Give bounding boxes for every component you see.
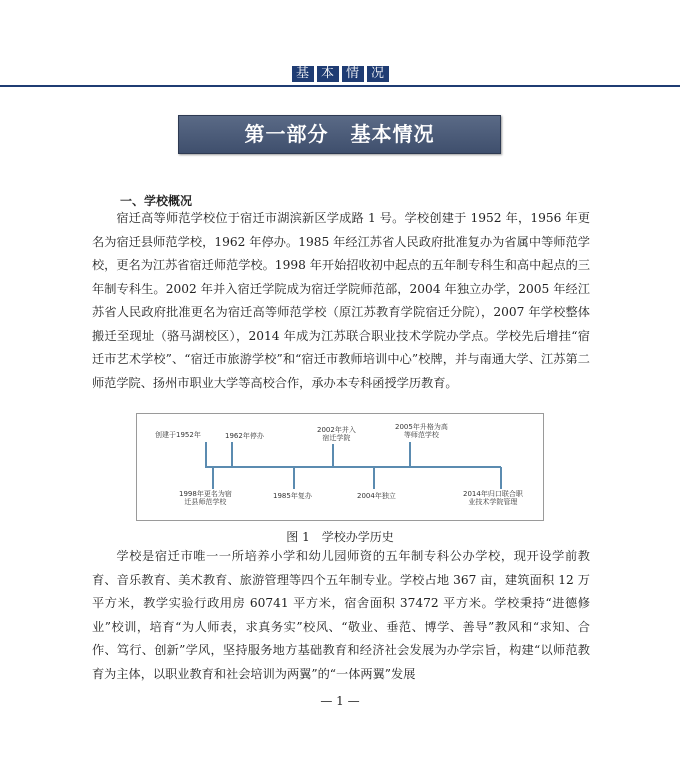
timeline-figure [136,413,544,521]
section-title: 一、学校概况 [120,194,193,208]
figure-caption: 图 1 学校办学历史 [286,530,394,544]
part-banner [178,115,501,154]
timeline-event-2004: 2004年独立 [357,492,396,500]
timeline-axis [205,466,501,468]
timeline-event-1962: 1962年停办 [225,432,264,440]
timeline-event-1952: 创建于1952年 [155,431,201,439]
timeline-tick [231,442,233,467]
timeline-event-2002: 2002年并入 宿迁学院 [317,426,356,442]
header-char: 况 [367,66,389,82]
header-char: 情 [342,66,364,82]
timeline-tick [293,467,295,489]
header-char: 本 [317,66,339,82]
header-char: 基 [292,66,314,82]
timeline-event-2014: 2014年归口联合职 业技术学院管理 [463,490,523,506]
paragraph-profile: 学校是宿迁市唯一一所培养小学和幼儿园师资的五年制专科公办学校，现开设学前教育、音乐教育、美术教育、旅游管理等四个五年制专业。学校占地 367 亩，建筑面积 12 万平方米，教学实验行政用房 60741 平方米，宿舍面积 37472 平方米。学校秉持“进德修业”校训，培育“为人师表，求真务实”校风、“敬业、垂范、博学、善导”教风和“求知、合作、笃行、创新”学风，坚持服务地方基础教育和经济社会发展为办学宗旨，构建“以师范教育为主体，以职业教育和社会培训为两翼”的“一体两翼”发展 [92,549,590,681]
header-rule [0,85,680,87]
banner-title: 基本情况 [350,122,435,146]
running-header [0,66,680,82]
timeline-tick [373,467,375,489]
timeline-tick [212,467,214,489]
page-number: — 1 — [320,694,360,708]
timeline-tick [409,442,411,467]
timeline-event-1998: 1998年更名为宿 迁县师范学校 [179,490,232,506]
timeline-tick [332,444,334,467]
banner-part: 第一部分 [244,122,329,146]
timeline-tick [500,467,502,489]
timeline-event-2005: 2005年升格为高 等师范学校 [395,423,448,439]
timeline-event-1985: 1985年复办 [273,492,312,500]
timeline-tick [205,442,207,467]
paragraph-history: 宿迁高等师范学校位于宿迁市湖滨新区学成路 1 号。学校创建于 1952 年，1956 年更名为宿迁县师范学校，1962 年停办。1985 年经江苏省人民政府批准复办为省属中等师范学校，更名为江苏省宿迁师范学校。1998 年开始招收初中起点的五年制专科生和高中起点的三年制专科生。2002 年并入宿迁学院成为宿迁学院师范部，2004 年独立办学，2005 年经江苏省人民政府批准更名为宿迁高等师范学校（原江苏教育学院宿迁分院），2007 年学校整体搬迁至现址（骆马湖校区），2014 年成为江苏联合职业技术学院办学点。学校先后增挂“宿迁市艺术学校”、“宿迁市旅游学校”和“宿迁市教师培训中心”校牌，并与南通大学、江苏第二师范学院、扬州市职业大学等高校合作，承办本专科函授学历教育。 [92,211,591,390]
